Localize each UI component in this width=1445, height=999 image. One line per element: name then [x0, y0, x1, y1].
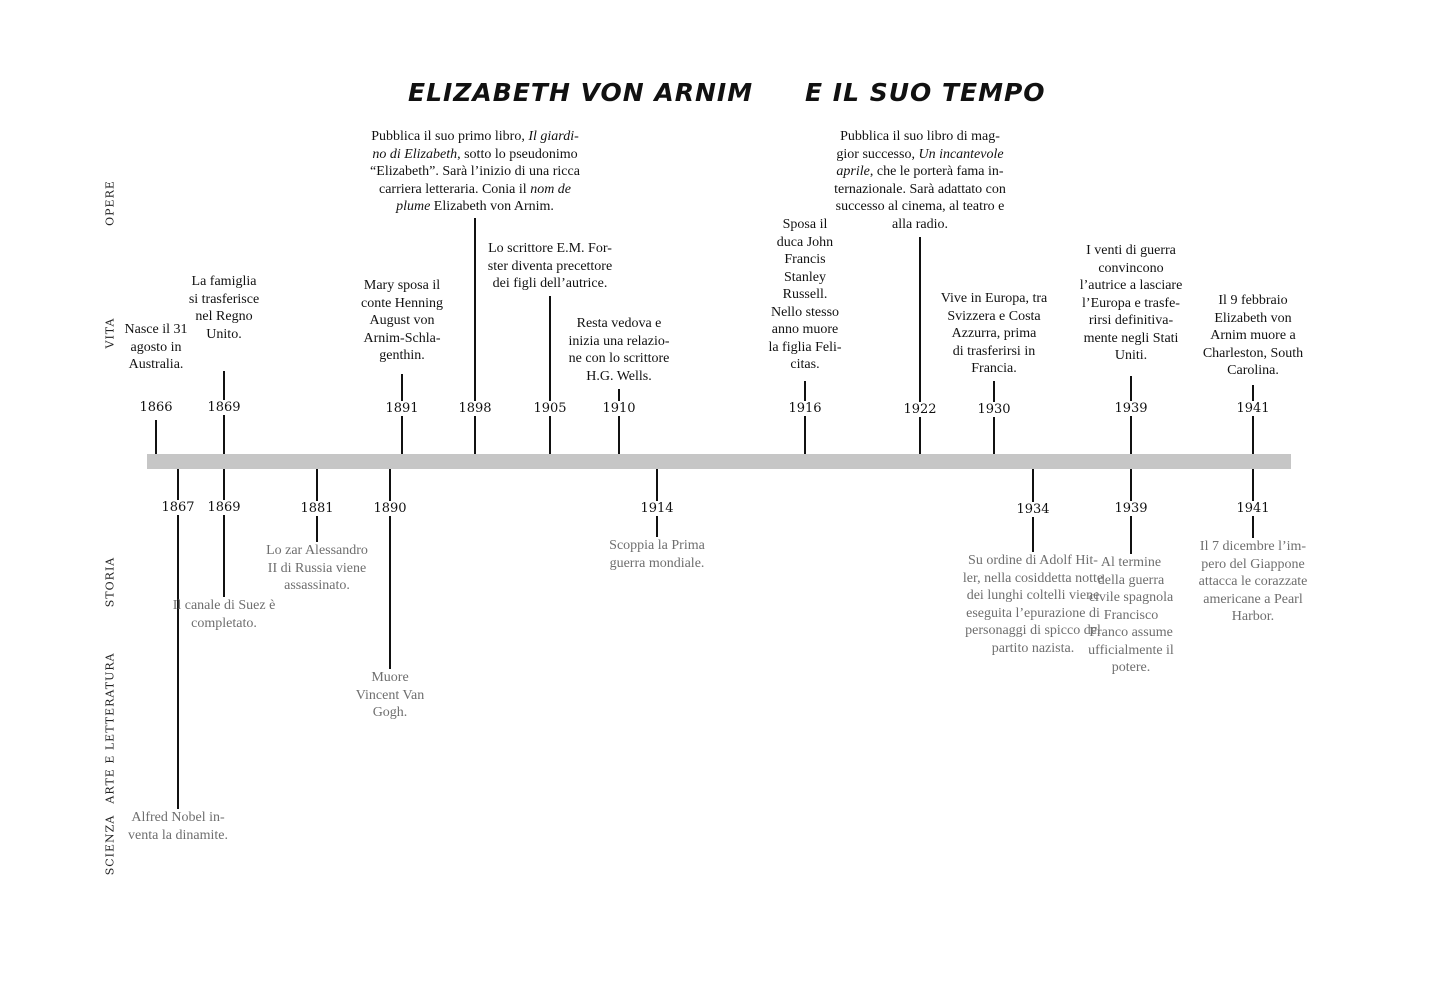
event-tick [1252, 385, 1254, 454]
event-description: Lo zar Alessandro II di Russia viene assassinato. [266, 543, 368, 593]
event-description: Pubblica il suo libro di mag- gior successo, Un incantevole aprile, che le porterà fama in- ternazionale. Sarà adattato con successo al cinema, al teatro e alla radio. [834, 129, 1006, 232]
event-year: 1939 [1114, 401, 1148, 416]
event-year: 1910 [602, 401, 636, 416]
event-year: 1930 [977, 402, 1011, 417]
event-description: Mary sposa il conte Henning August von Arnim-Schla- genthin. [360, 278, 444, 363]
event-year: 1898 [458, 401, 492, 416]
event-tick [618, 389, 620, 454]
event-tick [223, 469, 225, 597]
title-right: E IL SUO TEMPO [805, 78, 1046, 107]
event-year: 1941 [1236, 501, 1270, 516]
event-description: Su ordine di Adolf Hit- ler, nella cosiddetta notte dei lunghi coltelli viene eseguita l’epurazione di personaggi di spicco del partito nazista. [962, 553, 1104, 656]
event-description: I venti di guerra convincono l’autrice a lasciare l’Europa e trasfe- rirsi definitiva- mente negli Stati Uniti. [1079, 243, 1183, 363]
event-description: Muore Vincent Van Gogh. [355, 670, 425, 720]
event-description: Pubblica il suo primo libro, Il giardi- no di Elizabeth, sotto lo pseudonimo “Elizabeth”. Sarà l’inizio di una ricca carriera letteraria. Conia il nom de plume Elizabeth von Arnim. [370, 129, 580, 214]
event-description: Il 9 febbraio Elizabeth von Arnim muore a Charleston, South Carolina. [1202, 293, 1304, 378]
event-year: 1891 [385, 401, 419, 416]
event-tick [549, 296, 551, 454]
event-year: 1922 [903, 402, 937, 417]
event-tick [389, 469, 391, 669]
event-year: 1881 [300, 501, 334, 516]
event-year: 1905 [533, 401, 567, 416]
event-year: 1939 [1114, 501, 1148, 516]
event-year: 1890 [373, 501, 407, 516]
event-description: Scoppia la Prima guerra mondiale. [609, 538, 705, 571]
event-description: Il 7 dicembre l’im- pero del Giappone attacca le corazzate americane a Pearl Harbor. [1198, 539, 1308, 624]
timeline-axis [147, 454, 1291, 469]
event-tick [155, 420, 157, 454]
event-description: Vive in Europa, tra Svizzera e Costa Azzurra, prima di trasferirsi in Francia. [940, 291, 1048, 376]
event-year: 1914 [640, 501, 674, 516]
title-left: ELIZABETH VON ARNIM [408, 78, 754, 107]
event-year: 1866 [139, 400, 173, 415]
event-description: Il canale di Suez è completato. [172, 598, 276, 631]
event-year: 1869 [207, 500, 241, 515]
event-description: Al termine della guerra civile spagnola Francisco Franco assume ufficialmente il potere. [1088, 555, 1174, 675]
event-year: 1941 [1236, 401, 1270, 416]
event-year: 1916 [788, 401, 822, 416]
event-tick [993, 381, 995, 454]
event-description: Resta vedova e inizia una relazio- ne con lo scrittore H.G. Wells. [568, 316, 670, 384]
event-tick [474, 218, 476, 454]
event-tick [919, 237, 921, 454]
event-description: La famiglia si trasferisce nel Regno Unito. [188, 274, 260, 342]
event-description: Alfred Nobel in- venta la dinamite. [128, 810, 228, 843]
event-description: Lo scrittore E.M. For- ster diventa precettore dei figli dell’autrice. [487, 241, 613, 291]
event-year: 1934 [1016, 502, 1050, 517]
event-year: 1867 [161, 500, 195, 515]
event-tick [804, 381, 806, 454]
event-tick [177, 469, 179, 809]
event-description: Nasce il 31 agosto in Australia. [124, 322, 188, 372]
event-description: Sposa il duca John Francis Stanley Russell. Nello stesso anno muore la figlia Feli- citas. [768, 217, 842, 372]
event-year: 1869 [207, 400, 241, 415]
